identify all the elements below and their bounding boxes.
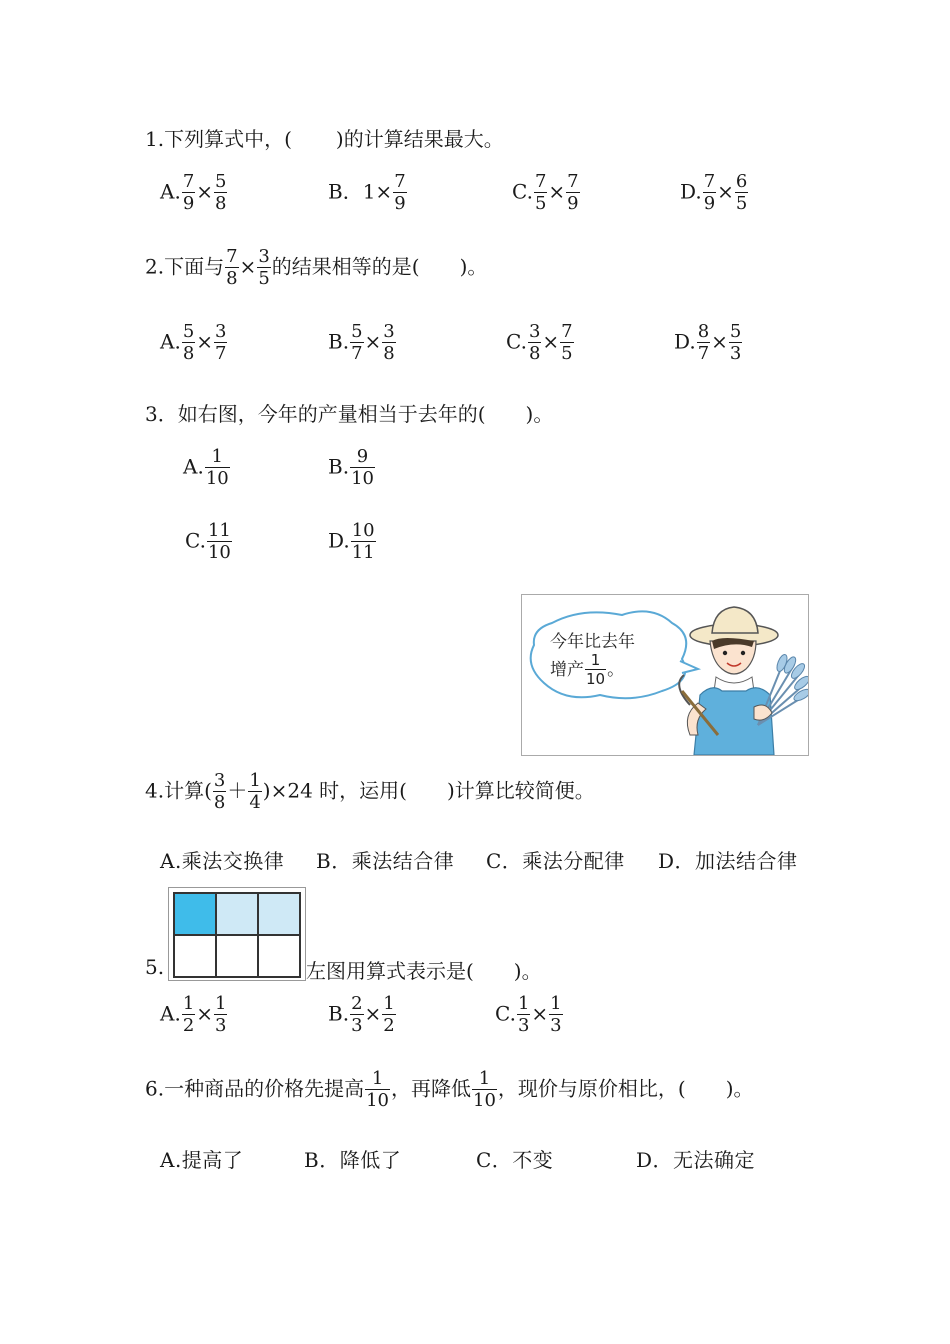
question-1-option-b[interactable]: B．1× $\frac{7}{9}$ [328,171,406,214]
question-1-stem: 1.下列算式中，( )的计算结果最大。 [145,127,504,151]
question-5-option-c[interactable]: C. $\frac{1}{3}$ × $\frac{1}{3}$ [495,993,562,1036]
grid-cell [258,935,300,977]
question-1-option-a[interactable]: A. $\frac{7}{9}$ × $\frac{5}{8}$ [160,171,227,214]
fraction: $\frac{7}{9}$ [182,171,195,214]
fraction: $\frac{9}{10}$ [351,446,374,489]
fraction: $\frac{1}{3}$ [215,993,227,1036]
question-5-number: 5. [145,955,165,979]
question-6-option-b[interactable]: B．降低了 [304,1148,402,1172]
fraction: $\frac{2}{3}$ [351,993,363,1036]
fraction: $\frac{5}{3}$ [729,321,742,364]
question-6-option-d[interactable]: D．无法确定 [636,1148,756,1172]
fraction: $\frac{1}{4}$ [249,770,261,813]
question-6-stem: 6.一种商品的价格先提高 $\frac{1}{10}$ ，再降低 $\frac{1}{10}$ ，现价与原价相比，( )。 [145,1068,754,1111]
fraction: $\frac{3}{5}$ [258,246,270,289]
question-2-option-b[interactable]: B. $\frac{5}{7}$ × $\frac{3}{8}$ [328,321,395,364]
question-1-option-c[interactable]: C. $\frac{7}{5}$ × $\frac{7}{9}$ [512,171,579,214]
question-5-option-a[interactable]: A. $\frac{1}{2}$ × $\frac{1}{3}$ [160,993,227,1036]
fraction: $\frac{7}{8}$ [226,246,238,289]
fraction: $\frac{1}{3}$ [550,993,562,1036]
fraction: $\frac{1}{10}$ [473,1068,496,1111]
fraction: $\frac{7}{9}$ [394,171,406,214]
fraction: $\frac{5}{8}$ [215,171,227,214]
question-2-stem: 2.下面与 $\frac{7}{8}$ × $\frac{3}{5}$ 的结果相等的是( )。 [145,246,488,289]
farmer-illustration [521,594,809,756]
grid-cell [174,893,216,935]
fraction: $\frac{5}{7}$ [351,321,363,364]
fraction: $\frac{1}{3}$ [517,993,530,1036]
fraction: $\frac{3}{8}$ [213,770,226,813]
question-3-stem: 3．如右图，今年的产量相当于去年的( )。 [145,402,554,426]
question-4-option-d[interactable]: D．加法结合律 [658,849,798,873]
grid-cell [216,935,258,977]
question-4-stem: 4.计算( $\frac{3}{8}$ ＋ $\frac{1}{4}$ )×24 时，运用( )计算比较简便。 [145,770,595,813]
fraction: $\frac{10}{11}$ [351,520,375,563]
bubble-line-2: 增产 $\frac{1}{10}$ 。 [550,651,625,688]
question-5-option-b[interactable]: B. $\frac{2}{3}$ × $\frac{1}{2}$ [328,993,395,1036]
question-5-stem: 左图用算式表示是( )。 [306,959,542,983]
fraction: $\frac{7}{9}$ [567,171,579,214]
fraction: $\frac{3}{8}$ [528,321,541,364]
fraction: $\frac{8}{7}$ [697,321,710,364]
question-2-option-c[interactable]: C. $\frac{3}{8}$ × $\frac{7}{5}$ [506,321,573,364]
question-3-option-b[interactable]: B. $\frac{9}{10}$ [328,446,374,489]
question-3-option-a[interactable]: A. $\frac{1}{10}$ [183,446,229,489]
fraction: $\frac{7}{5}$ [534,171,547,214]
question-4-option-c[interactable]: C．乘法分配律 [486,849,625,873]
bubble-line-1: 今年比去年 [550,632,635,652]
fraction: $\frac{3}{7}$ [215,321,227,364]
question-6-option-c[interactable]: C．不变 [476,1148,554,1172]
fraction: $\frac{1}{10}$ [205,446,229,489]
grid-cell [216,893,258,935]
fraction: $\frac{5}{8}$ [182,321,195,364]
grid-cell [174,935,216,977]
question-1-option-d[interactable]: D. $\frac{7}{9}$ × $\frac{6}{5}$ [680,171,748,214]
fraction: $\frac{1}{10}$ [366,1068,389,1111]
question-4-option-a[interactable]: A.乘法交换律 [160,849,285,873]
question-6-option-a[interactable]: A.提高了 [160,1148,244,1172]
fraction: $\frac{11}{10}$ [207,520,231,563]
question-3-option-c[interactable]: C. $\frac{11}{10}$ [185,520,231,563]
fraction: $\frac{6}{5}$ [735,171,748,214]
fraction: $\frac{1}{10}$ [586,651,606,688]
fraction: $\frac{7}{5}$ [561,321,573,364]
grid-cell [258,893,300,935]
fraction: $\frac{1}{2}$ [383,993,395,1036]
question-3-option-d[interactable]: D. $\frac{10}{11}$ [328,520,375,563]
question-2-option-a[interactable]: A. $\frac{5}{8}$ × $\frac{3}{7}$ [160,321,227,364]
fraction: $\frac{1}{2}$ [182,993,195,1036]
question-4-option-b[interactable]: B．乘法结合律 [316,849,455,873]
question-2-option-d[interactable]: D. $\frac{8}{7}$ × $\frac{5}{3}$ [674,321,742,364]
fraction: $\frac{3}{8}$ [383,321,395,364]
fraction: $\frac{7}{9}$ [703,171,716,214]
fraction-grid [168,887,306,981]
